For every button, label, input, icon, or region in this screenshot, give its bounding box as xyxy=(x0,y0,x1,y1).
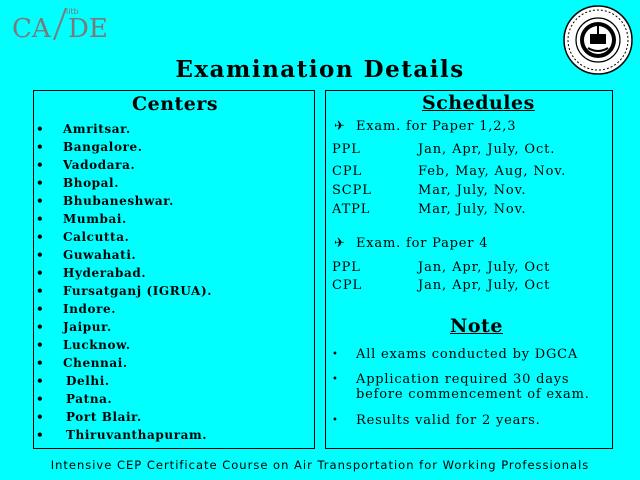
airplane-icon: ✈ xyxy=(334,236,346,251)
schedule-row: CPL Jan, Apr, July, Oct xyxy=(332,278,551,293)
list-item: • Indore. xyxy=(36,302,117,316)
exam-paper-1-2-3-label: ✈ Exam. for Paper 1,2,3 xyxy=(334,119,517,134)
centers-list xyxy=(34,120,314,444)
schedule-row: SCPL Mar, July, Nov. xyxy=(332,183,527,198)
list-item: • Port Blair. xyxy=(36,410,142,424)
schedule-row: ATPL Mar, July, Nov. xyxy=(332,202,527,217)
list-item: • Bhubaneshwar. xyxy=(36,194,174,208)
airplane-icon: ✈ xyxy=(334,119,346,134)
schedules-panel xyxy=(325,90,613,449)
list-item: • Guwahati. xyxy=(36,248,137,262)
list-item: • Jaipur. xyxy=(36,320,112,334)
list-item: • Calcutta. xyxy=(36,230,130,244)
casde-logo xyxy=(12,4,112,46)
note-heading: Note xyxy=(447,315,506,337)
schedules-heading: Schedules xyxy=(419,92,538,114)
svg-text:DE: DE xyxy=(68,14,108,42)
list-item: • Amritsar. xyxy=(36,122,131,136)
exam-paper-4-label: ✈ Exam. for Paper 4 xyxy=(334,236,489,251)
list-item: • Application required 30 days before commencement of exam. xyxy=(332,372,590,402)
footer-text: Intensive CEP Certificate Course on Air Transportation for Working Professionals xyxy=(50,458,590,472)
list-item: • Delhi. xyxy=(36,374,110,388)
list-item: • Patna. xyxy=(36,392,113,406)
list-item: • Mumbai. xyxy=(36,212,127,226)
centers-heading: Centers xyxy=(129,93,221,115)
schedule-row: CPL Feb, May, Aug, Nov. xyxy=(332,164,567,179)
list-item: • Lucknow. xyxy=(36,338,131,352)
svg-text:iitb: iitb xyxy=(66,7,79,16)
list-item: • Bangalore. xyxy=(36,140,143,154)
schedule-row: PPL Jan, Apr, July, Oct. xyxy=(332,142,556,157)
schedule-row: PPL Jan, Apr, July, Oct xyxy=(332,260,551,275)
list-item: • Vadodara. xyxy=(36,158,136,172)
list-item: • Results valid for 2 years. xyxy=(332,413,541,428)
list-item: • Chennai. xyxy=(36,356,128,370)
list-item: • All exams conducted by DGCA xyxy=(332,347,579,362)
centers-panel xyxy=(33,90,315,449)
list-item: • Fursatganj (IGRUA). xyxy=(36,284,213,298)
list-item: • Hyderabad. xyxy=(36,266,147,280)
svg-text:CA: CA xyxy=(12,14,51,42)
page-title: Examination Details xyxy=(175,56,465,83)
list-item: • Thiruvanthapuram. xyxy=(36,428,208,442)
list-item: • Bhopal. xyxy=(36,176,119,190)
